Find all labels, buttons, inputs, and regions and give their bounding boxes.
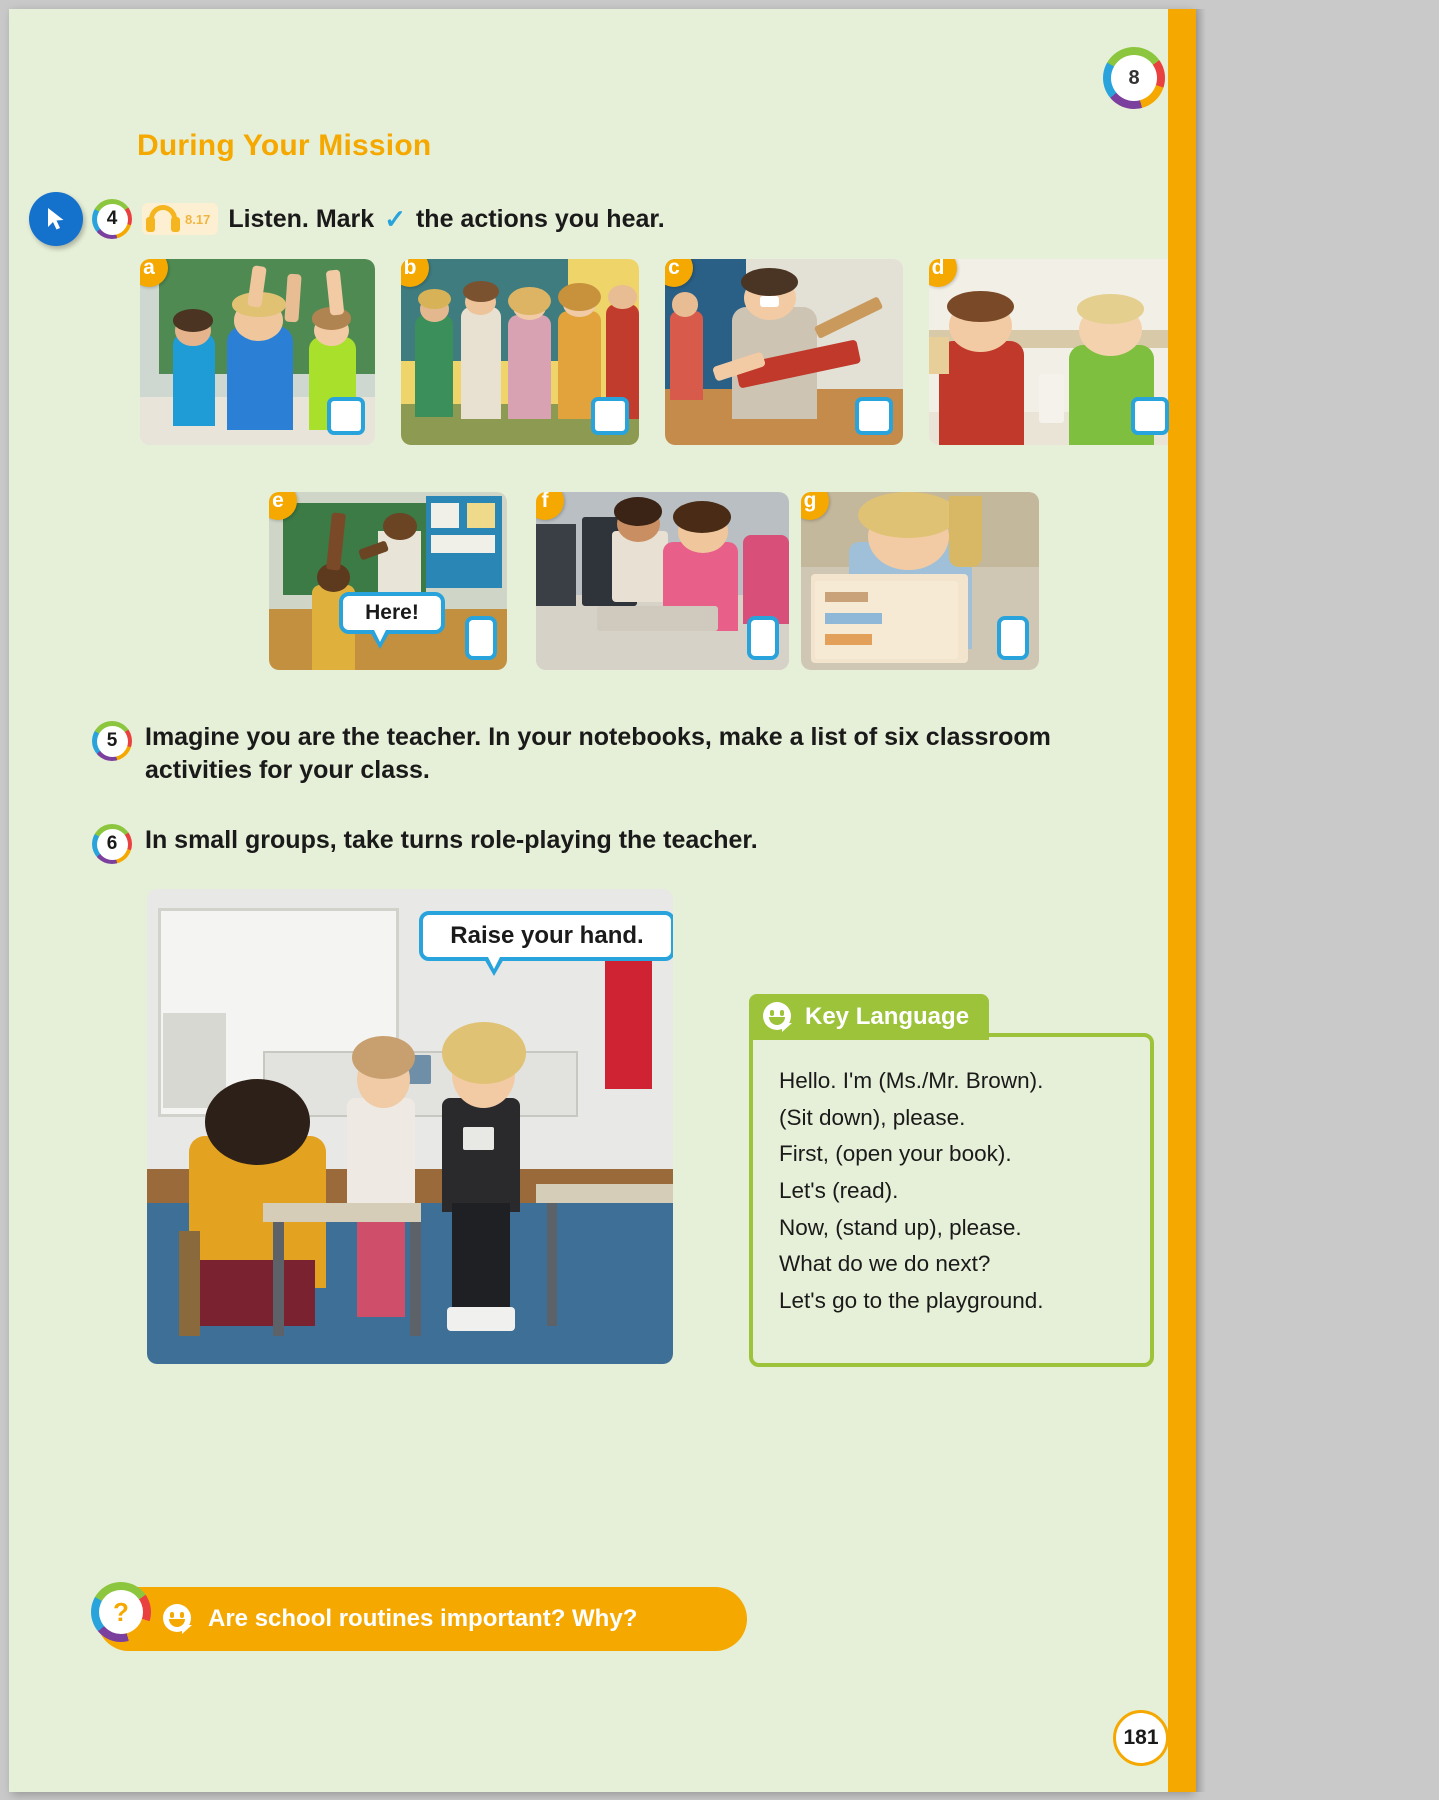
reflection-banner: [97, 1587, 747, 1651]
key-language-body: [749, 1033, 1154, 1367]
classroom-roleplay-photo[interactable]: [147, 889, 673, 1364]
photo-d-letter: d: [929, 259, 957, 287]
photo-e-letter: e: [269, 492, 297, 520]
photo-d-checkbox[interactable]: [1131, 397, 1169, 435]
smiley-speech-icon: [763, 1002, 794, 1033]
photo-b-checkbox[interactable]: [591, 397, 629, 435]
exercise-4-instruction-after: the actions you hear.: [415, 204, 665, 233]
exercise-6: [92, 824, 758, 864]
page-number: 181: [1113, 1710, 1169, 1766]
photo-option-c[interactable]: [665, 259, 903, 445]
photo-g-letter: g: [801, 492, 829, 520]
exercise-6-number: 6: [97, 829, 128, 860]
photo-a-checkbox[interactable]: [327, 397, 365, 435]
classroom-photo-speech-bubble: [419, 911, 673, 961]
key-language-line: Now, (stand up), please.: [779, 1214, 1022, 1240]
exercise-4-number-badge: [92, 199, 132, 239]
headphones-icon: [146, 205, 180, 233]
key-language-line: (Sit down), please.: [779, 1104, 966, 1130]
textbook-page: [9, 9, 1191, 1792]
exercise-5: [92, 721, 1065, 788]
question-mark-glyph: ?: [99, 1590, 143, 1634]
photo-c-checkbox[interactable]: [855, 397, 893, 435]
photo-g-checkbox[interactable]: [997, 616, 1029, 660]
page-edge-shadow: [1196, 9, 1206, 1792]
exercise-4-number: 4: [97, 204, 128, 235]
unit-badge: [1103, 47, 1165, 109]
cursor-pointer-icon[interactable]: [29, 192, 83, 246]
photo-e-speech-bubble: [339, 592, 445, 634]
smiley-speech-icon: [163, 1604, 194, 1635]
key-language-line: Hello. I'm (Ms./Mr. Brown).: [779, 1068, 1044, 1093]
photo-option-g[interactable]: [801, 492, 1039, 670]
cursor-arrow-glyph: [45, 207, 67, 231]
key-language-panel: [749, 994, 1154, 1367]
exercise-6-number-badge: [92, 824, 132, 864]
photo-c-letter: c: [665, 259, 693, 287]
exercise-5-text: Imagine you are the teacher. In your notebooks, make a list of six classroom activities for your class.: [145, 723, 1051, 785]
exercise-6-text: In small groups, take turns role-playing the teacher.: [145, 826, 758, 854]
photo-option-e[interactable]: [269, 492, 507, 670]
exercise-4-instruction-before: Listen. Mark: [228, 204, 375, 233]
photo-e-checkbox[interactable]: [465, 616, 497, 660]
photo-option-b[interactable]: [401, 259, 639, 445]
check-mark-icon: ✓: [384, 203, 406, 234]
photo-e-bubble-text: Here!: [365, 601, 419, 624]
reflection-question: Are school routines important? Why?: [208, 1605, 638, 1632]
classroom-bubble-text: Raise your hand.: [450, 922, 644, 949]
key-language-line: What do we do next?: [779, 1251, 991, 1277]
audio-track-chip[interactable]: [142, 203, 218, 235]
photo-option-a[interactable]: [140, 259, 375, 445]
exercise-5-number: 5: [97, 726, 128, 757]
audio-track-number: 8.17: [185, 211, 211, 227]
question-mark-ring-icon: [91, 1582, 151, 1642]
photo-option-d[interactable]: [929, 259, 1179, 445]
page-title: During Your Mission: [137, 129, 432, 162]
key-language-line: Let's go to the playground.: [779, 1288, 1044, 1314]
page-edge-bar: [1168, 9, 1196, 1792]
key-language-tab: [749, 994, 989, 1040]
photo-a-letter: a: [140, 259, 168, 287]
key-language-line: First, (open your book).: [779, 1141, 1012, 1167]
key-language-line: Let's (read).: [779, 1178, 899, 1204]
exercise-4-header: [92, 199, 665, 239]
photo-b-letter: b: [401, 259, 429, 287]
unit-badge-number: 8: [1111, 55, 1157, 101]
key-language-title: Key Language: [805, 1003, 970, 1030]
exercise-5-number-badge: [92, 721, 132, 761]
photo-f-letter: f: [536, 492, 564, 520]
photo-option-f[interactable]: [536, 492, 789, 670]
photo-f-checkbox[interactable]: [747, 616, 779, 660]
